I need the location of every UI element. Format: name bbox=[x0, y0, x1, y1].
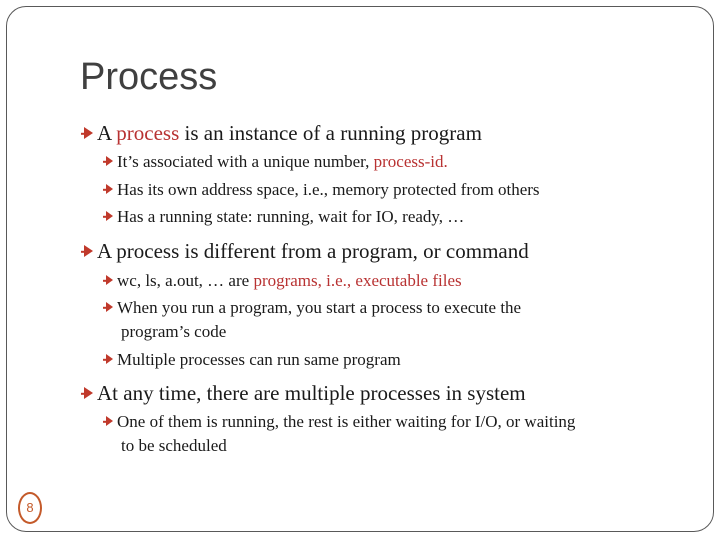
bullet-process-definition: A process is an instance of a running program bbox=[84, 121, 482, 146]
arrow-bullet-icon bbox=[106, 354, 113, 364]
arrow-bullet-icon bbox=[84, 387, 93, 399]
arrow-bullet-icon bbox=[106, 416, 113, 426]
bullet-one-running: One of them is running, the rest is either waiting for I/O, or waiting bbox=[106, 412, 575, 432]
arrow-bullet-icon bbox=[84, 245, 93, 257]
highlight-programs: programs, i.e., executable files bbox=[253, 271, 462, 290]
bullet-multiple-processes-in-system: At any time, there are multiple processes in system bbox=[84, 381, 526, 406]
bullet-process-vs-program: A process is different from a program, or command bbox=[84, 239, 529, 264]
bullet-run-program-continued: program’s code bbox=[121, 322, 227, 341]
arrow-bullet-icon bbox=[106, 302, 113, 312]
arrow-bullet-icon bbox=[106, 156, 113, 166]
bullet-one-running-continued: to be scheduled bbox=[121, 436, 227, 455]
bullet-process-id: It’s associated with a unique number, process-id. bbox=[106, 152, 448, 172]
arrow-bullet-icon bbox=[84, 127, 93, 139]
slide-title: Process bbox=[80, 56, 218, 98]
bullet-programs: wc, ls, a.out, … are programs, i.e., executable files bbox=[106, 271, 462, 291]
arrow-bullet-icon bbox=[106, 184, 113, 194]
arrow-bullet-icon bbox=[106, 211, 113, 221]
bullet-running-state: Has a running state: running, wait for IO, ready, … bbox=[106, 207, 464, 227]
highlight-process: process bbox=[116, 121, 180, 145]
bullet-address-space: Has its own address space, i.e., memory protected from others bbox=[106, 180, 540, 200]
slide-number: 8 bbox=[18, 492, 42, 524]
bullet-multiple-processes-same-program: Multiple processes can run same program bbox=[106, 350, 401, 370]
highlight-process-id: process-id. bbox=[373, 152, 448, 171]
arrow-bullet-icon bbox=[106, 275, 113, 285]
bullet-run-program: When you run a program, you start a process to execute the bbox=[106, 298, 521, 318]
